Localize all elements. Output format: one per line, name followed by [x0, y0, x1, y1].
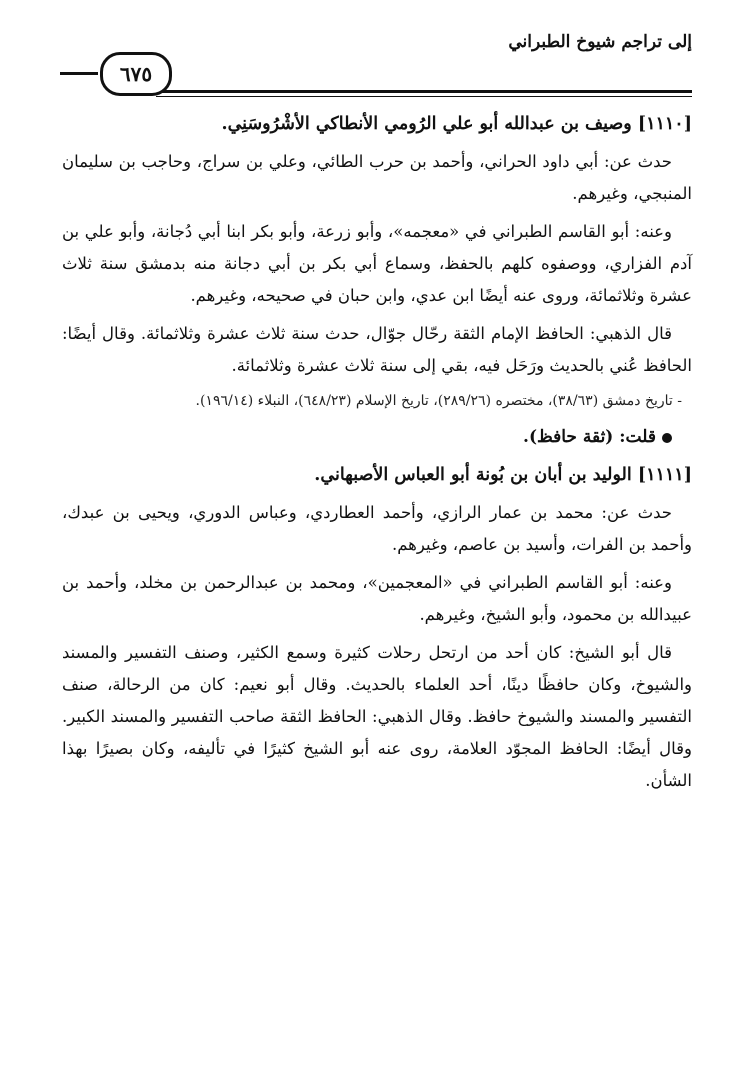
header-rule: [156, 90, 692, 97]
verdict-text: قلت: (ثقة حافظ).: [523, 427, 656, 447]
entry-paragraph: وعنه: أبو القاسم الطبراني في «معجمه»، وأبو زرعة، وأبو بكر ابنا أبي دُجانة، وأبو علي بن آدم الفزاري، ووصفوه كلهم بالحفظ، وسماع أبي بكر بن أبي دجانة منه بدمشق سنة ثلاث عشرة وثلاثمائة، وروى عنه أيضًا ابن عدي، وابن حبان في صحيحه، وغيرهم.: [62, 222, 692, 305]
bullet-icon: [662, 433, 672, 443]
entry-paragraph: قال أبو الشيخ: كان أحد من ارتحل رحلات كثيرة وسمع الكثير، وصنف التفسير والمسند والشيوخ، وكان حافظًا دينًا، أحد العلماء بالحديث. وقال أبو نعيم: كان من الرحالة، صنف التفسير والمسند والشيوخ حافظ. وقال الذهبي: الحافظ الثقة صاحب التفسير والمسند الكبير. وقال أيضًا: الحافظ المجوّد العلامة، روى عنه أبو الشيخ كثيرًا في تأليفه، وكان بصيرًا بهذا الشأن.: [62, 643, 692, 790]
verdict-line: [62, 421, 692, 453]
entry-paragraph: حدث عن: محمد بن عمار الرازي، وأحمد العطاردي، وعباس الدوري، ويحيى بن عبدك، وأحمد بن الفرات، وأسيد بن عاصم، وغيرهم.: [62, 503, 692, 554]
running-header: [60, 26, 692, 86]
header-rule-left: [60, 72, 98, 75]
page-number: ٦٧٥: [100, 52, 172, 96]
entry-paragraph: قال الذهبي: الحافظ الإمام الثقة رحّال جوّال، حدث سنة ثلاث عشرة وثلاثمائة. وقال أيضًا: الحافظ عُني بالحديث ورَحَل فيه، بقي إلى سنة ثلاث عشرة وثلاثمائة.: [62, 324, 692, 375]
running-title: إلى تراجم شيوخ الطبراني: [508, 32, 692, 52]
entry-paragraph: وعنه: أبو القاسم الطبراني في «المعجمين»، ومحمد بن عبدالرحمن بن مخلد، وأحمد بن عبيدالله بن محمود، وأبو الشيخ، وغيرهم.: [62, 573, 692, 624]
source-references: - تاريخ دمشق (٣٨/٦٣)، مختصره (٢٨٩/٢٦)، تاريخ الإسلام (٦٤٨/٢٣)، النبلاء (١٩٦/١٤).: [195, 393, 682, 409]
entry-heading: [١١١١] الوليد بن أبان بن بُونة أبو العباس الأصبهاني.: [314, 465, 692, 485]
entry-heading: [١١١٠] وصيف بن عبدالله أبو علي الرُومي الأنطاكي الأشْرُوسَنِي.: [221, 114, 692, 134]
page-body: [62, 104, 692, 803]
entry-paragraph: حدث عن: أبي داود الحراني، وأحمد بن حرب الطائي، وعلي بن سراج، وحاجب بن سليمان المنبجي، وغيرهم.: [62, 152, 692, 203]
